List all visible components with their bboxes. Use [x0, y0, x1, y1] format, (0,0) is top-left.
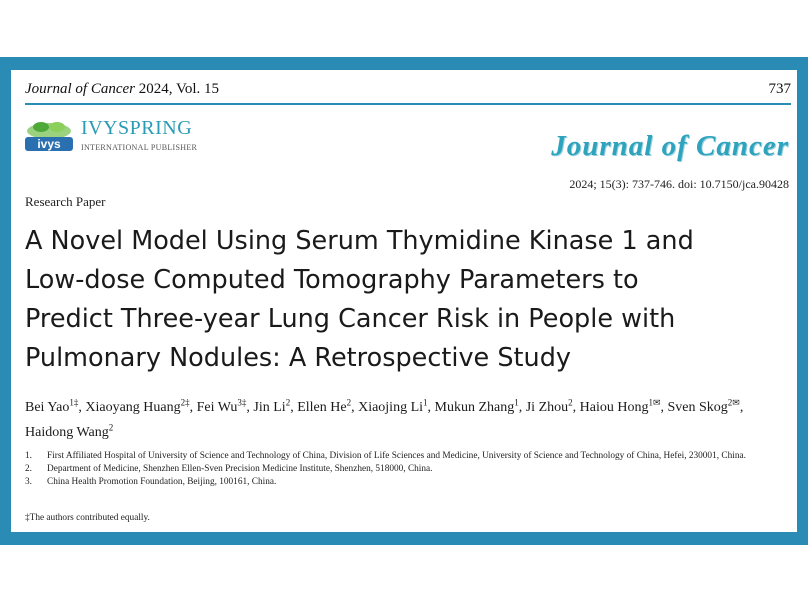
header-journal: [25, 81, 219, 98]
author: Jin Li$^2$,: [253, 397, 298, 415]
affiliation-list: [25, 450, 795, 489]
journal-logo: Journal of Cancer: [551, 130, 789, 162]
author: Xiaojing Li$^1$,: [358, 397, 435, 415]
publisher-logo: [21, 115, 221, 159]
author-list: [25, 392, 785, 443]
affiliation-item: 2. Department of Medicine, Shenzhen Ellen-Sven Precision Medicine Institute, Shenzhen, 518000, China.: [25, 464, 433, 474]
header-rule: [25, 103, 791, 105]
author: Xiaoyang Huang$^{2\ddagger}$,: [85, 397, 197, 415]
author: Ji Zhou$^2$,: [525, 397, 580, 415]
header-page-number: 737: [768, 81, 791, 97]
citation: 2024; 15(3): 737-746. doi: 10.7150/jca.90428: [569, 177, 789, 191]
equal-contribution-note: ‡The authors contributed equally.: [25, 513, 150, 523]
author: Bei Yao$^{1\ddagger}$,: [25, 397, 86, 415]
title-line: Predict Three-year Lung Cancer Risk in People with: [25, 304, 676, 334]
author: Haiou Hong$^{1✉}$,: [579, 397, 668, 415]
author: Fei $Wu^{3\ddagger}$,: [196, 397, 254, 415]
paper-title: [25, 222, 785, 378]
running-header: [25, 81, 791, 103]
ivyspring-logo-icon: [21, 115, 77, 159]
title-line: Pulmonary Nodules: A Retrospective Study: [25, 343, 571, 373]
affiliation-item: 1. First Affiliated Hospital of University of Science and Technology of China, Division of Life Sciences and Medicine, University of Science and Technology of China, Hefei, 230001, China.: [25, 451, 746, 461]
header-journal-name: Journal of Cancer: [25, 81, 135, 97]
title-line: Low-dose Computed Tomography Parameters to: [25, 265, 639, 295]
paper-page: [11, 70, 797, 532]
author: Sven Skog$^{2✉}$,: [667, 397, 744, 415]
author: Haidong Wang$^2$: [25, 422, 114, 441]
header-year-volume: 2024, Vol. 15: [138, 81, 220, 97]
publisher-name: IVYSPRING: [81, 117, 193, 139]
affiliation-item: 3. China Health Promotion Foundation, Beijing, 100161, China.: [25, 477, 277, 487]
author: Mukun Zhang$^1$,: [434, 397, 526, 415]
paper-type: Research Paper: [25, 194, 106, 209]
author: Ellen He$^2$,: [297, 397, 359, 415]
publisher-subtitle: INTERNATIONAL PUBLISHER: [81, 143, 198, 152]
title-line: A Novel Model Using Serum Thymidine Kinase 1 and: [25, 226, 694, 256]
logo-mark-text: ivys: [37, 137, 61, 151]
